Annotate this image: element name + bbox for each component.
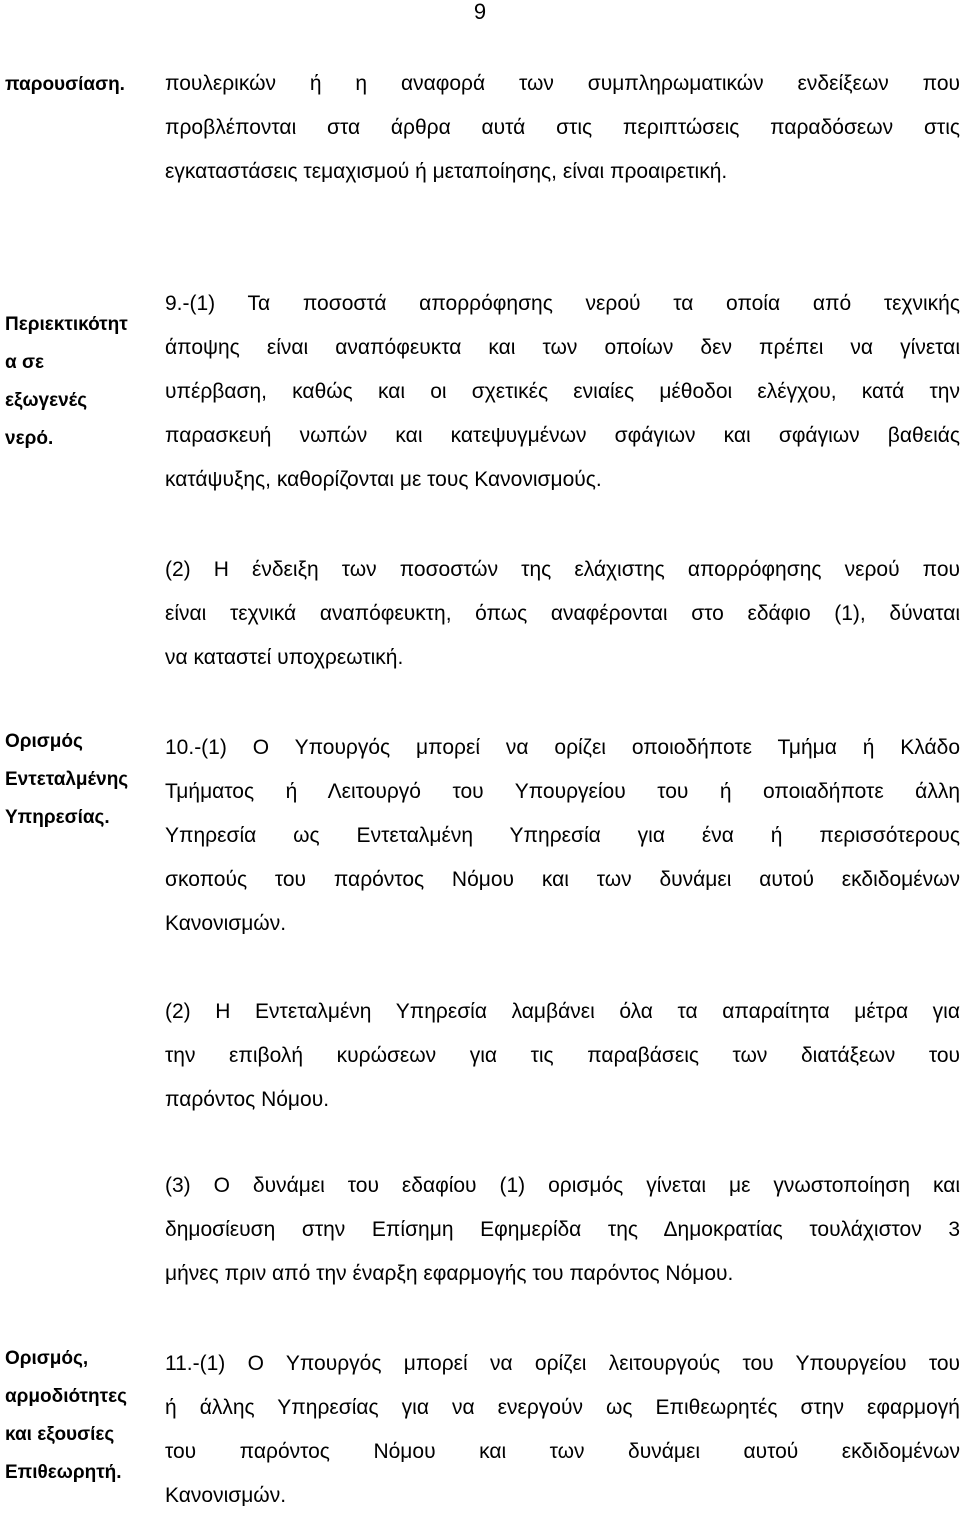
paragraph-line: του παρόντος Νόμου και των δυνάμει αυτού εκδιδομένων: [165, 1440, 960, 1463]
paragraph-line: Κανονισμών.: [165, 1484, 287, 1507]
margin-note-inspector: [5, 1340, 155, 1492]
paragraph-line: άποψης είναι αναπόφευκτα και των οποίων δεν πρέπει να γίνεται: [165, 336, 960, 359]
paragraph-line: (2) Η ένδειξη των ποσοστών της ελάχιστης απορρόφησης νερού που: [165, 558, 960, 581]
paragraph-line: σκοπούς του παρόντος Νόμου και των δυνάμει αυτού εκδιδομένων: [165, 868, 960, 891]
margin-note-water-content: [5, 306, 155, 458]
margin-note-line: Ορισμός: [5, 731, 83, 752]
paragraph-line: κατάψυξης, καθορίζονται με τους Κανονισμούς.: [165, 468, 602, 491]
paragraph-line: ή άλλης Υπηρεσίας για να ενεργούν ως Επιθεωρητές στην εφαρμογή: [165, 1396, 960, 1419]
margin-note-line: νερό.: [5, 428, 54, 449]
margin-note-line: Εντεταλμένης: [5, 769, 129, 790]
paragraph-line: είναι τεχνικά αναπόφευκτη, όπως αναφέρονται στο εδάφιο (1), δύναται: [165, 602, 960, 625]
article-10-paragraph-2: [165, 990, 960, 1122]
paragraph-line: παρασκευή νωπών και κατεψυγμένων σφάγιων και σφάγιων βαθειάς: [165, 424, 960, 447]
paragraph-line: υπέρβαση, καθώς και οι σχετικές ενιαίες μέθοδοι ελέγχου, κατά την: [165, 380, 960, 403]
article-9-paragraph-2: [165, 548, 960, 680]
margin-note-line: Ορισμός,: [5, 1348, 89, 1369]
paragraph-line: 11.-(1) Ο Υπουργός μπορεί να ορίζει λειτουργούς του Υπουργείου του: [165, 1352, 960, 1375]
margin-note-line: παρουσίαση.: [5, 74, 125, 95]
margin-note-line: Περιεκτικότητ: [5, 314, 128, 335]
margin-note-presentation: [5, 66, 155, 104]
margin-note-line: α σε: [5, 352, 44, 373]
page-number: 9: [473, 0, 487, 24]
paragraph-line: 10.-(1) Ο Υπουργός μπορεί να ορίζει οποιοδήποτε Τμήμα ή Κλάδο: [165, 736, 960, 759]
article-10-paragraph-1: [165, 726, 960, 946]
margin-note-line: Επιθεωρητή.: [5, 1462, 122, 1483]
article-9-paragraph-1: [165, 282, 960, 502]
paragraph-line: 9.-(1) Τα ποσοστά απορρόφησης νερού τα οποία από τεχνικής: [165, 292, 960, 315]
paragraph-line: εγκαταστάσεις τεμαχισμού ή μεταποίησης, είναι προαιρετική.: [165, 160, 728, 183]
margin-note-designated-service: [5, 723, 155, 837]
paragraph-line: παρόντος Νόμου.: [165, 1088, 330, 1111]
paragraph-line: δημοσίευση στην Επίσημη Εφημερίδα της Δημοκρατίας τουλάχιστον 3: [165, 1218, 960, 1241]
paragraph-line: πουλερικών ή η αναφορά των συμπληρωματικών ενδείξεων που: [165, 72, 960, 95]
paragraph-line: Κανονισμών.: [165, 912, 287, 935]
paragraph-line: Υπηρεσία ως Εντεταλμένη Υπηρεσία για ένα ή περισσότερους: [165, 824, 960, 847]
paragraph-line: Τμήματος ή Λειτουργό του Υπουργείου του ή οποιαδήποτε άλλη: [165, 780, 960, 803]
margin-note-line: Υπηρεσίας.: [5, 807, 110, 828]
article-11-paragraph-1: [165, 1342, 960, 1518]
paragraph-line: (3) Ο δυνάμει του εδαφίου (1) ορισμός γίνεται με γνωστοποίηση και: [165, 1174, 960, 1197]
margin-note-line: αρμοδιότητες: [5, 1386, 128, 1407]
paragraph-line: (2) Η Εντεταλμένη Υπηρεσία λαμβάνει όλα τα απαραίτητα μέτρα για: [165, 1000, 960, 1023]
margin-note-line: και εξουσίες: [5, 1424, 115, 1445]
paragraph-line: προβλέπονται στα άρθρα αυτά στις περιπτώσεις παραδόσεων στις: [165, 116, 960, 139]
paragraph-line: την επιβολή κυρώσεων για τις παραβάσεις των διατάξεων του: [165, 1044, 960, 1067]
article-10-paragraph-3: [165, 1164, 960, 1296]
paragraph-presentation: [165, 62, 960, 194]
paragraph-line: μήνες πριν από την έναρξη εφαρμογής του παρόντος Νόμου.: [165, 1262, 734, 1285]
paragraph-line: να καταστεί υποχρεωτική.: [165, 646, 404, 669]
margin-note-line: εξωγενές: [5, 390, 88, 411]
